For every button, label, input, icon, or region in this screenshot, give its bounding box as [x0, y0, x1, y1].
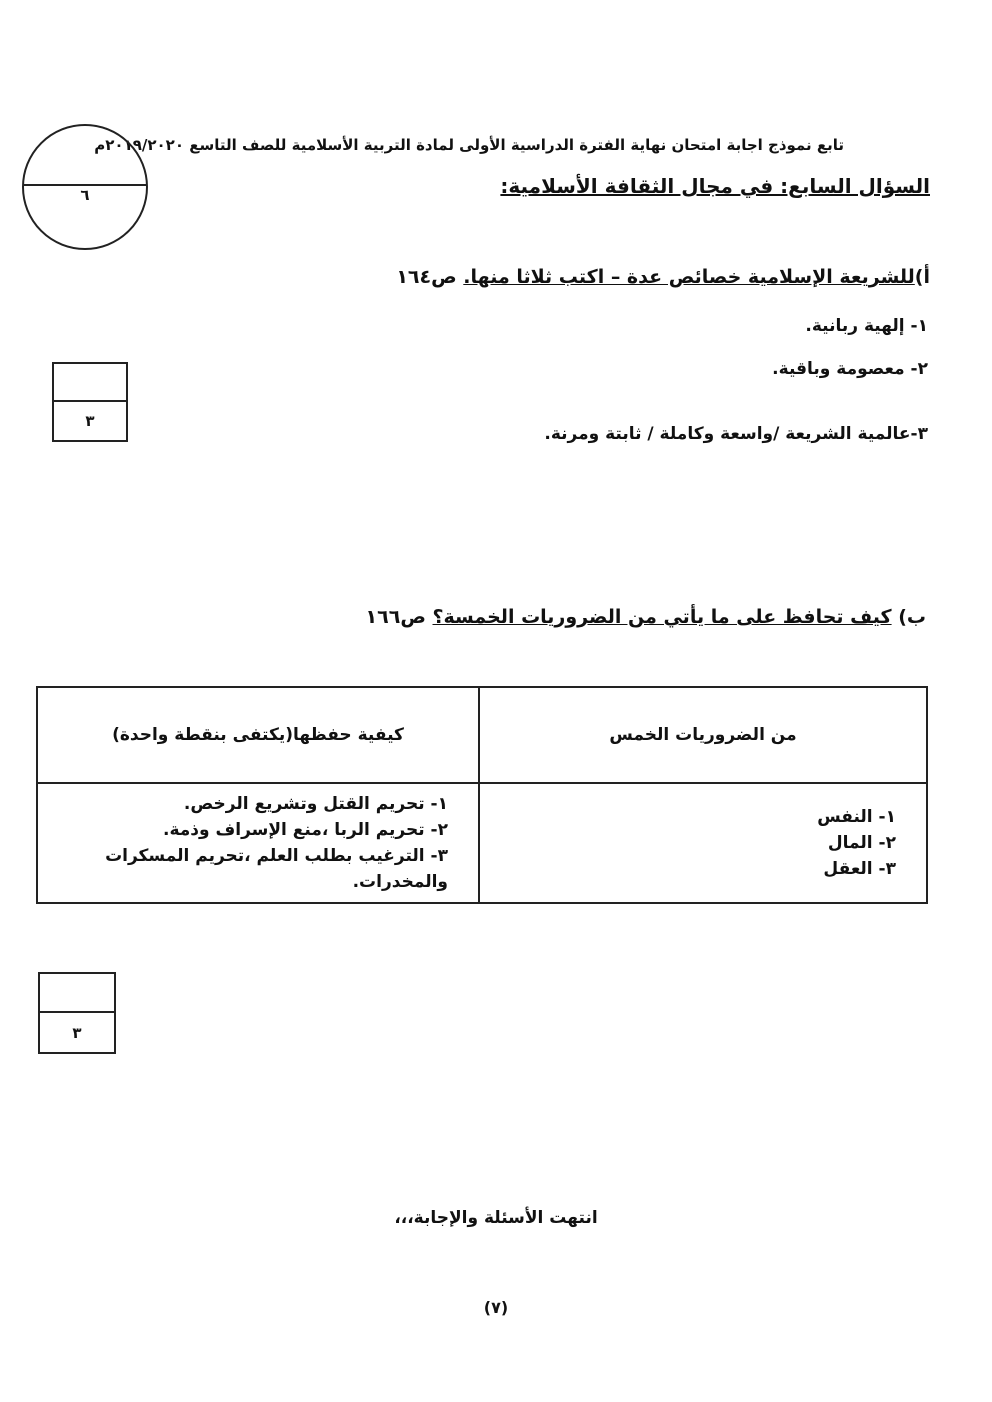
methods-cell	[37, 783, 479, 903]
part-b-label: ب)	[898, 606, 926, 628]
table-row	[37, 783, 927, 903]
necessity-item: ٢- المال	[827, 833, 896, 853]
part-a-answer-3: ٣-عالمية الشريعة /واسعة وكاملة / ثابتة ومرنة.	[544, 424, 928, 444]
part-a-answer-2: ٢- معصومة وباقية.	[772, 359, 928, 379]
necessity-item: ١- النفس	[817, 807, 896, 827]
header-necessities: من الضروريات الخمس	[479, 687, 927, 783]
page-number: (٧)	[483, 1298, 509, 1317]
method-item: ١- تحريم القتل وتشريع الرخص.	[183, 794, 448, 814]
part-a-answer-1: ١- إلهية ربانية.	[805, 316, 928, 336]
method-item: ٣- الترغيب بطلب العلم ،تحريم المسكرات	[105, 846, 448, 866]
total-score-value: ٦	[80, 186, 90, 204]
part-a-page-ref: ص١٦٤	[396, 266, 457, 288]
part-b-score-box	[38, 972, 116, 1054]
part-a-question	[396, 266, 930, 288]
part-b-question-text: كيف تحافظ على ما يأتي من الضروريات الخمسة؟	[432, 606, 892, 628]
part-b-score-blank	[40, 974, 114, 1013]
part-a-label: أ)	[914, 266, 930, 288]
part-a-score-box	[52, 362, 128, 442]
header-methods: كيفية حفظها(يكتفى بنقطة واحدة)	[37, 687, 479, 783]
end-note: انتهت الأسئلة والإجابة،،،	[394, 1208, 598, 1228]
method-item: ٢- تحريم الربا ،منع الإسراف وذمة.	[163, 820, 448, 840]
necessities-cell	[479, 783, 927, 903]
document-header: تابع نموذج اجابة امتحان نهاية الفترة الدراسية الأولى لمادة التربية الأسلامية للصف التاسع ٢٠١٩/٢٠٢٠م	[94, 136, 844, 154]
part-b-question	[366, 606, 926, 628]
part-b-score-value: ٣	[72, 1023, 82, 1042]
table-header-row	[37, 687, 927, 783]
necessities-table	[36, 686, 928, 904]
method-item: والمخدرات.	[352, 872, 448, 892]
question-title: السؤال السابع: في مجال الثقافة الأسلامية:	[500, 174, 930, 198]
part-b-page-ref: ص١٦٦	[365, 606, 426, 628]
necessity-item: ٣- العقل	[823, 859, 896, 879]
part-a-score-blank	[54, 364, 126, 402]
total-score-circle	[22, 124, 148, 250]
part-a-question-text: للشريعة الإسلامية خصائص عدة – اكتب ثلاثا منها.	[463, 266, 915, 288]
part-a-score-value: ٣	[85, 412, 95, 430]
